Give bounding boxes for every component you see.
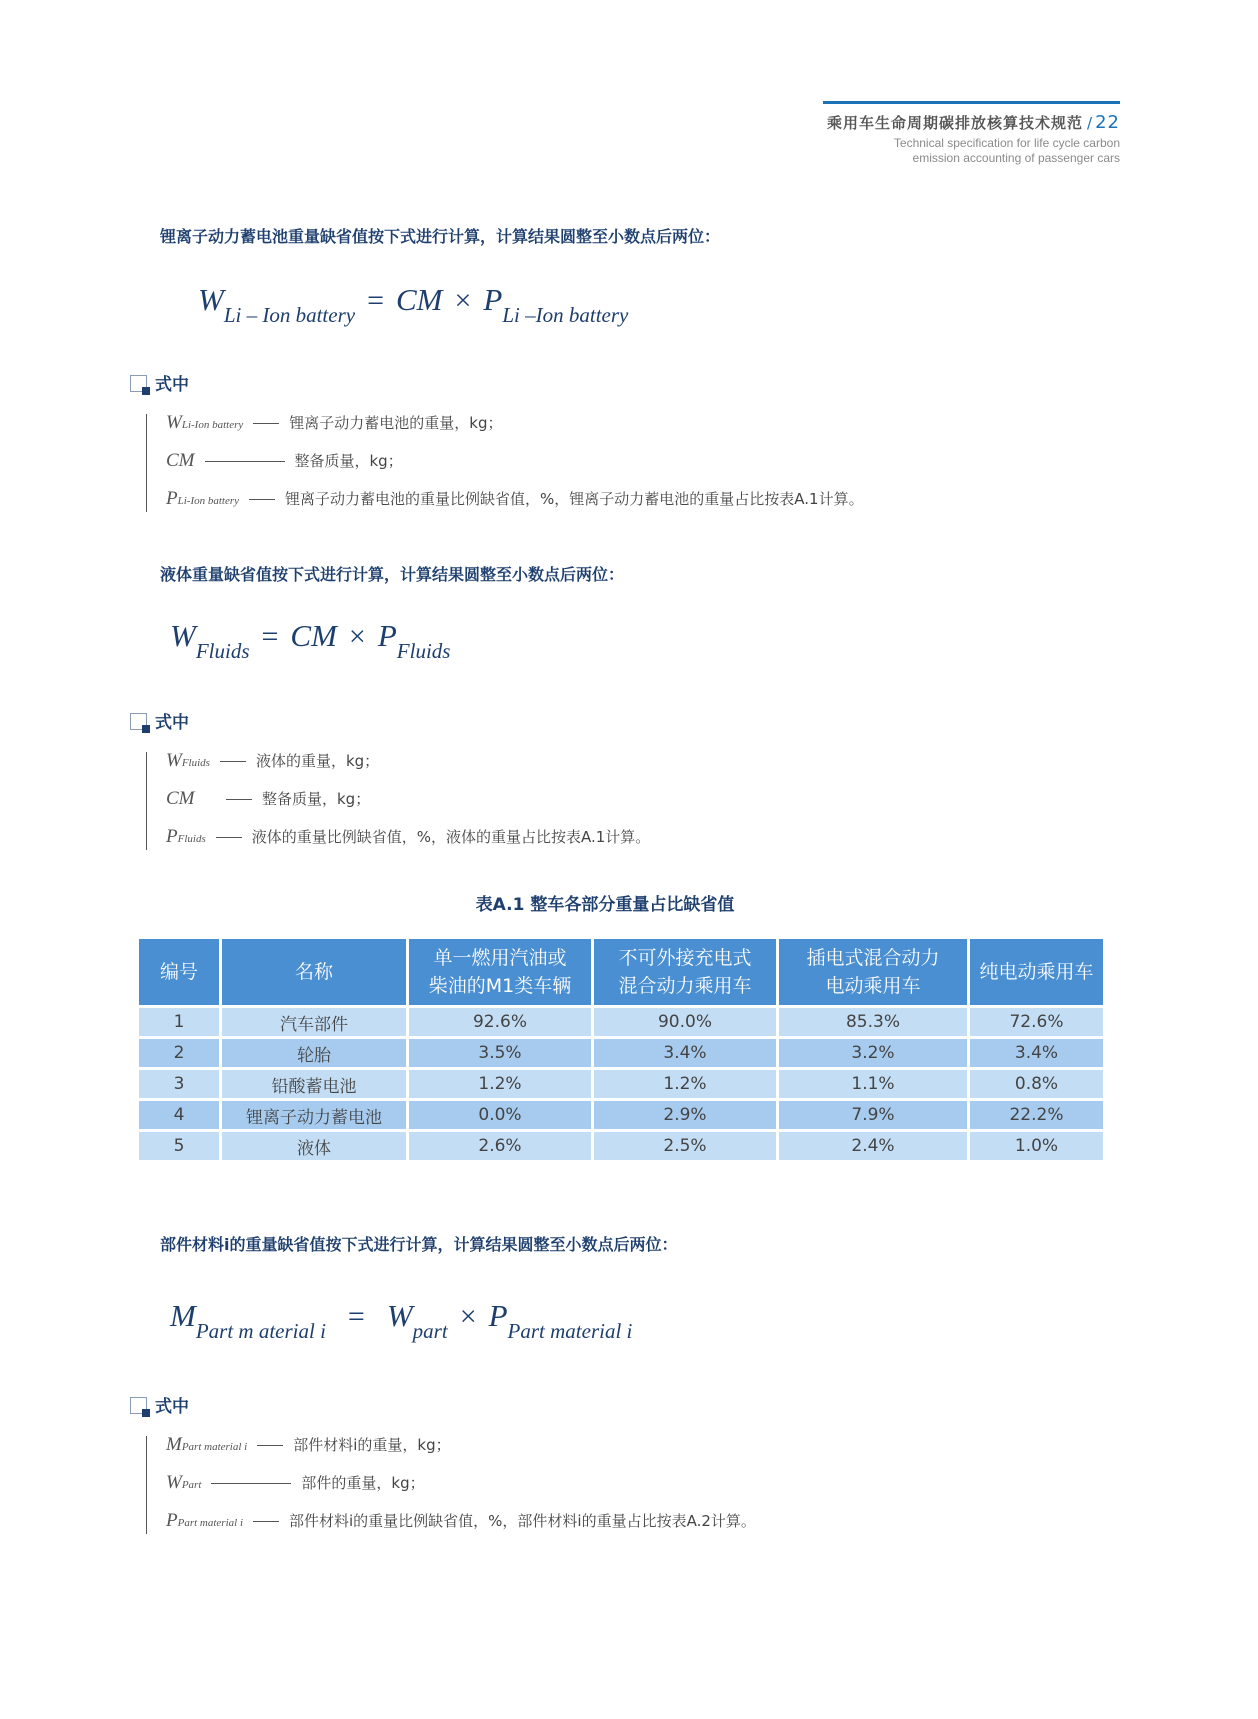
page-number: 22 [1095,112,1120,133]
def-item: WLi-Ion battery 锂离子动力蓄电池的重量，kg； [166,412,503,433]
formula-eq: = [367,284,384,317]
table-cell: 汽车部件 [221,1007,408,1038]
table-cell: 2.6% [408,1131,593,1162]
section1-intro: 锂离子动力蓄电池重量缺省值按下式进行计算，计算结果圆整至小数点后两位： [160,227,721,246]
header-title-en [820,136,1120,166]
def-item: CM 整备质量，kg； [166,788,371,809]
where-heading: 式中 [130,370,189,395]
header-en-line2: emission accounting of passenger cars [912,151,1120,165]
table-cell: 22.2% [969,1100,1105,1131]
def-item: CM 整备质量，kg； [166,450,403,471]
table-cell: 1.2% [408,1069,593,1100]
formula-lhs-sub: Part m aterial i [195,1319,326,1343]
table-cell: 5 [138,1131,221,1162]
table-cell: 85.3% [778,1007,969,1038]
table-header-cell: 单一燃用汽油或 柴油的M1类车辆 [408,938,593,1007]
def-dash [211,1483,291,1484]
formula-part-material [170,1298,633,1343]
table-row [138,1069,1105,1100]
table-cell: 7.9% [778,1100,969,1131]
table-row [138,1100,1105,1131]
formula-lhs: M [170,1298,196,1333]
formula-term2-sub: Li –Ion battery [502,303,629,327]
def-dash [226,799,252,800]
table-header-cell: 不可外接充电式 混合动力乘用车 [593,938,778,1007]
formula-times: × [348,620,366,653]
where-marker-icon [130,375,147,392]
section3-intro: 部件材料i的重量缺省值按下式进行计算，计算结果圆整至小数点后两位： [160,1235,678,1254]
formula-lhs: W [198,282,224,317]
table-row [138,1038,1105,1069]
section2-intro: 液体重量缺省值按下式进行计算，计算结果圆整至小数点后两位： [160,565,625,584]
formula-term1-sub: part [412,1319,448,1343]
table-cell: 3.5% [408,1038,593,1069]
header-title-cn: 乘用车生命周期碳排放核算技术规范 / 22 [827,112,1120,133]
table-cell: 液体 [221,1131,408,1162]
def-bar [146,1436,147,1534]
formula-term1: CM [396,282,443,317]
table-cell: 2 [138,1038,221,1069]
formula-term2-sub: Part material i [507,1319,633,1343]
table-cell: 4 [138,1100,221,1131]
formula-eq: = [347,1300,365,1333]
table-cell: 1.1% [778,1069,969,1100]
table-cell: 3.4% [593,1038,778,1069]
table-row [138,1131,1105,1162]
def-item: PFluids 液体的重量比例缺省值，%，液体的重量占比按表A.1计算。 [166,826,651,847]
def-dash [220,761,246,762]
def-dash [205,461,285,462]
table-header-cell: 插电式混合动力 电动乘用车 [778,938,969,1007]
table-cell: 90.0% [593,1007,778,1038]
table-row [138,1007,1105,1038]
formula-term2: P [377,618,397,653]
def-item: WFluids 液体的重量，kg； [166,750,380,771]
table-cell: 92.6% [408,1007,593,1038]
formula-term1: CM [290,618,337,653]
def-bar [146,752,147,850]
formula-term2-sub: Fluids [396,639,451,663]
header-rule [823,101,1120,104]
table-header-cell: 纯电动乘用车 [969,938,1105,1007]
weight-ratio-table [136,936,1106,1163]
table-cell: 1.0% [969,1131,1105,1162]
def-dash [249,499,275,500]
table-header-row [138,938,1105,1007]
def-dash [253,423,279,424]
formula-times: × [459,1300,477,1333]
table-cell: 锂离子动力蓄电池 [221,1100,408,1131]
table-cell: 2.5% [593,1131,778,1162]
formula-lhs: W [170,618,196,653]
table-title: 表A.1 整车各部分重量占比缺省值 [475,895,735,915]
table-cell: 1.2% [593,1069,778,1100]
formula-fluids [170,618,451,663]
table-cell: 铅酸蓄电池 [221,1069,408,1100]
formula-li-ion [198,282,629,327]
table-header-cell: 名称 [221,938,408,1007]
def-item: PLi-Ion battery 锂离子动力蓄电池的重量比例缺省值，%，锂离子动力蓄电池的重量占比按表A.1计算。 [166,488,864,509]
formula-term2: P [483,282,503,317]
formula-times: × [454,284,472,317]
formula-lhs-sub: Li – Ion battery [223,303,356,327]
table-cell: 3 [138,1069,221,1100]
table-header-cell: 编号 [138,938,221,1007]
table-cell: 2.4% [778,1131,969,1162]
def-dash [253,1521,279,1522]
where-heading: 式中 [130,708,189,733]
formula-lhs-sub: Fluids [195,639,250,663]
table-cell: 2.9% [593,1100,778,1131]
def-dash [257,1445,283,1446]
formula-term2: P [488,1298,508,1333]
table-cell: 0.8% [969,1069,1105,1100]
def-item: WPart 部件的重量，kg； [166,1472,425,1493]
def-dash [216,837,242,838]
def-bar [146,414,147,512]
header-en-line1: Technical specification for life cycle carbon [893,136,1120,150]
formula-eq: = [261,620,279,653]
table-cell: 0.0% [408,1100,593,1131]
def-item: PPart material i 部件材料i的重量比例缺省值，%，部件材料i的重量占比按表A.2计算。 [166,1510,756,1531]
where-heading: 式中 [130,1392,189,1417]
table-cell: 3.2% [778,1038,969,1069]
where-marker-icon [130,1397,147,1414]
header-slash: / [1087,114,1094,132]
table-cell: 1 [138,1007,221,1038]
table-cell: 72.6% [969,1007,1105,1038]
where-marker-icon [130,713,147,730]
formula-term1: W [386,1298,413,1333]
table-cell: 轮胎 [221,1038,408,1069]
def-item: MPart material i 部件材料i的重量，kg； [166,1434,451,1455]
table-cell: 3.4% [969,1038,1105,1069]
